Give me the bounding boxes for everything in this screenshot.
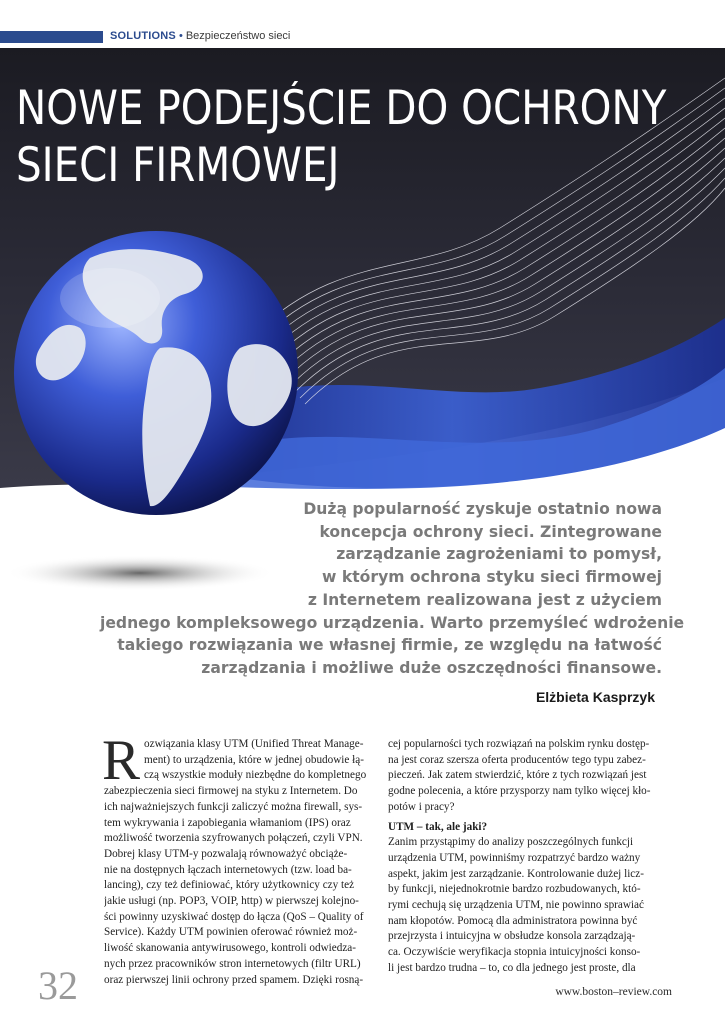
lead-line: zarządzanie zagrożeniami to pomysł, [336,545,662,564]
body-line: nych przez pracowników stron internetowych (filtr URL) [104,957,361,970]
lead-line: koncepcja ochrony sieci. Zintegrowane [319,522,662,541]
body-line: liwość skanowania antywirusowego, kontroli odwiedza- [104,942,356,955]
body-line: nam kłopotów. Pomocą dla administratora powinna być [388,914,638,927]
body-line: tem wykrywania i zapobiegania włamaniom (IPS) oraz [104,816,351,829]
body-line: li jest bardzo trudna – to, co dla jednego jest proste, dla [388,961,636,974]
body-line: czą wszystkie moduły niezbędne do kompletnego [144,769,367,782]
body-line: ści powinny uzyskiwać dostęp do łącza (QoS – Quality of [104,910,364,923]
author-name: Elżbieta Kasprzyk [535,689,655,705]
body-line: by funkcji, niejednokrotnie bardzo rozbudowanych, któ- [388,883,641,896]
article-column-right [388,737,656,977]
body-line: aspekt, jakim jest zarządzanie. Kontrolowanie dużej licz- [388,867,644,880]
section-header [0,31,725,43]
body-line: urządzenia UTM, powinniśmy rozpatrzyć bardzo ważny [388,851,641,864]
footer-url: www.boston–review.com [555,986,672,998]
body-line: ment) to urządzenia, które w jednej obudowie łą- [144,753,364,766]
lead-line: w którym ochrona styku sieci firmowej [322,568,662,587]
body-line: ich najważniejszych funkcji zaliczyć można firewall, sys- [104,800,363,813]
article-column-left [102,729,372,988]
section-color-bar [0,31,103,43]
drop-cap: R [102,729,141,792]
lead-line: takiego rozwiązania we własnej firmie, ze względu na łatwość [117,636,662,655]
breadcrumb [110,30,290,42]
body-line: na jest coraz szersza oferta producentów tego typu zabez- [388,753,646,766]
body-line: rymi cechują się urządzenia UTM, nie powinno sprawiać [388,899,644,912]
section-subheading: UTM – tak, ale jaki? [388,820,488,833]
body-line: pieczeń. Jak zatem stwierdzić, które z tych rozwiązań jest [388,769,647,782]
body-line: ca. Oczywiście weryfikacja stopnia intuicyjności konso- [388,946,641,959]
body-line: ozwiązania klasy UTM (Unified Threat Manage- [144,738,364,750]
body-line: jakie usługi (np. POP3, VOIP, http) w pierwszej kolejno- [104,895,359,908]
body-line: lancing), czy też definiować, który użytkownicy czy też [104,879,355,892]
body-line: zabezpieczenia sieci firmowej na styku z Internetem. Do [104,785,358,798]
title-line: NOWE PODEJŚCIE DO OCHRONY [16,81,667,136]
body-line: cej popularności tych rozwiązań na polskim rynku dostęp- [388,738,650,750]
lead-line: z Internetem realizowana jest z użyciem [307,590,662,609]
lead-line: zarządzania i możliwe duże oszczędności finansowe. [201,658,662,677]
body-line: godne polecenia, a które przysporzy nam tylko więcej kło- [388,785,651,798]
body-line: Zanim przystąpimy do analizy poszczególnych funkcji [388,836,634,849]
lead-line: jednego kompleksowego urządzenia. Warto przemyśleć wdrożenie [100,613,685,632]
body-line: oraz pierwszej linii ochrony przed spamem. Dzięki rosną- [104,973,364,986]
title-line: SIECI FIRMOWEJ [16,138,340,193]
page-number: 32 [38,963,78,1008]
section-label: SOLUTIONS [110,30,176,42]
category-label: Bezpieczeństwo sieci [185,30,291,42]
body-line: Dobrej klasy UTM-y pozwalają równoważyć obciąże- [104,847,348,860]
separator: • [178,30,183,42]
body-line: możliwość tworzenia szyfrowanych połączeń, czyli VPN. [104,832,363,845]
article-lead [100,498,685,680]
body-line: przejrzysta i intuicyjna w obsłudze konsola zarządzają- [388,930,636,943]
body-line: nie na dostępnych łączach internetowych (tzw. load ba- [104,863,352,876]
article-title [16,80,667,194]
lead-line: Dużą popularność zyskuje ostatnio nowa [303,500,662,518]
body-line: Service). Każdy UTM powinien oferować również moż- [104,926,358,939]
body-line: potów i pracy? [388,800,455,813]
